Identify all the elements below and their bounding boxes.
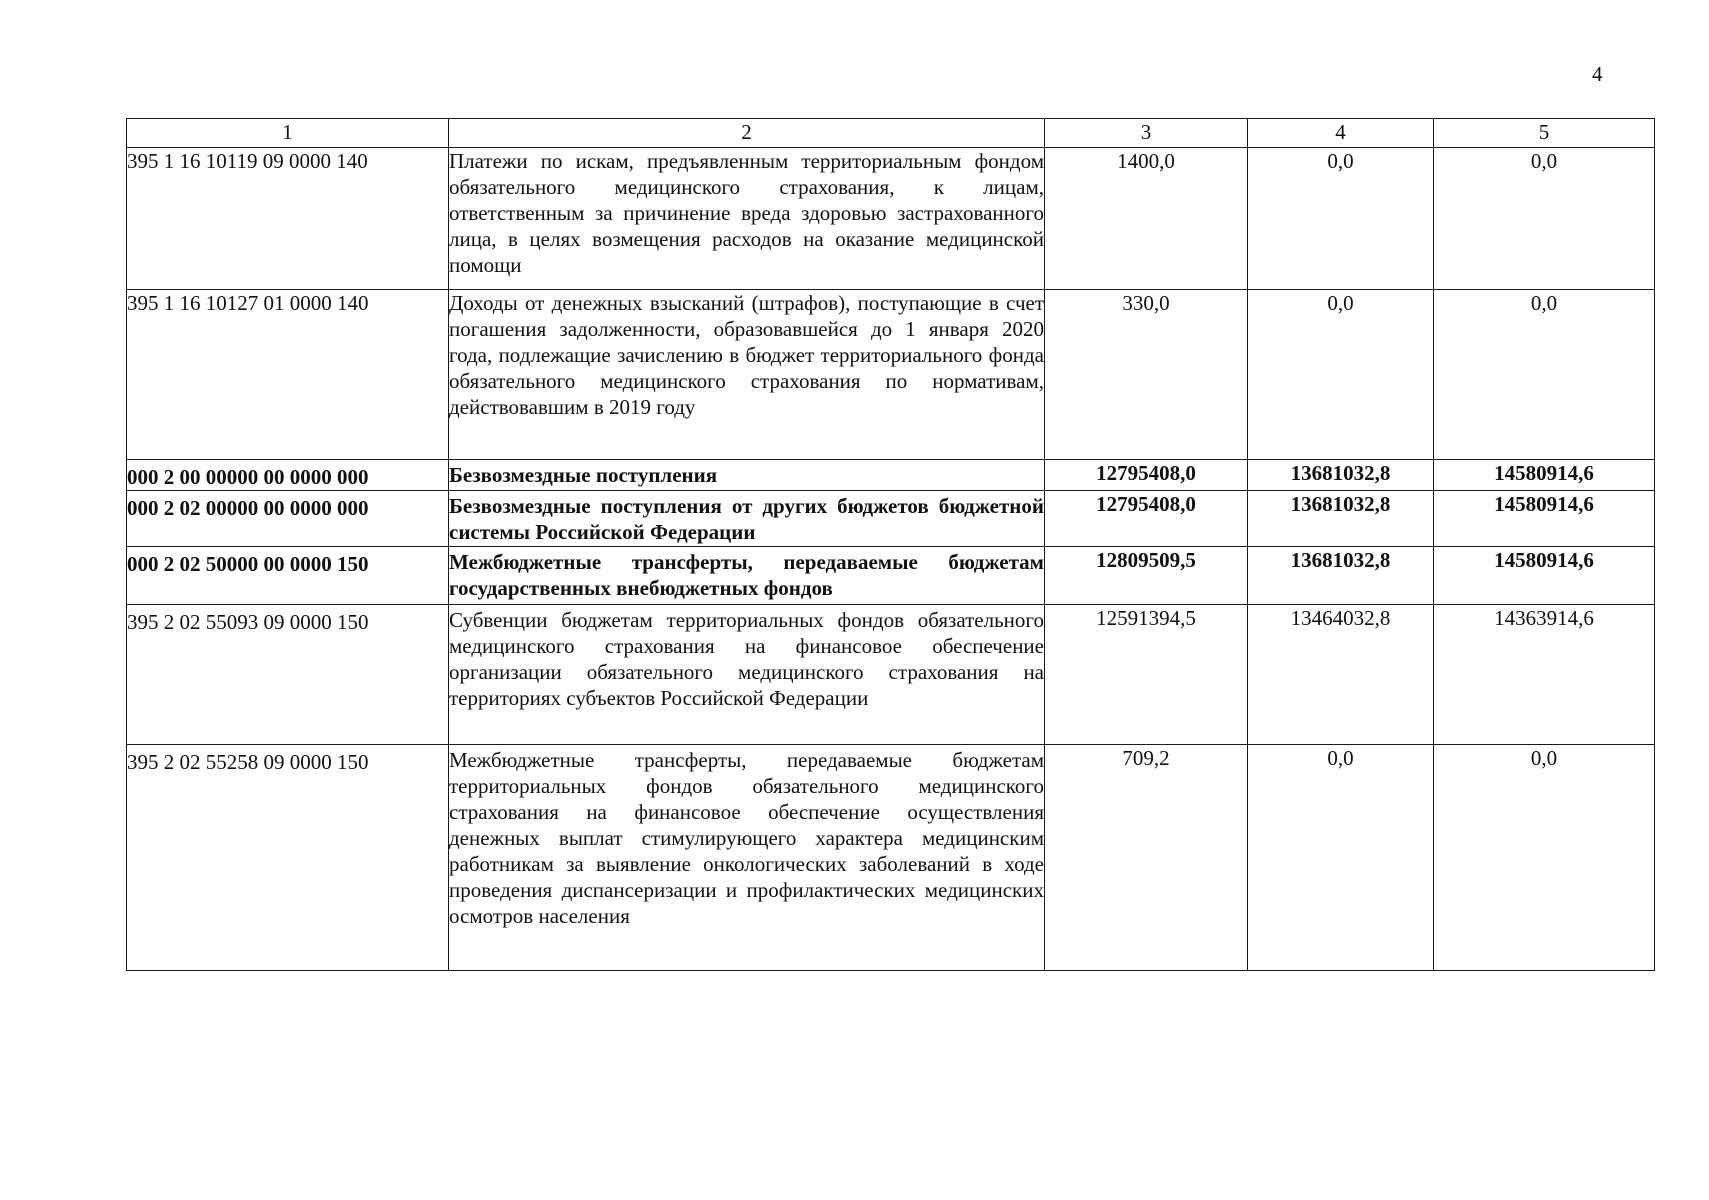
description-cell: Безвозмездные поступления [449,460,1045,491]
column-header-5: 5 [1434,119,1655,148]
value-col4-cell: 0,0 [1248,148,1434,290]
budget-code-cell: 395 1 16 10127 01 0000 140 [127,290,449,460]
budget-code-cell: 000 2 00 00000 00 0000 000 [127,460,449,491]
description-cell: Доходы от денежных взысканий (штрафов), поступающие в счет погашения задолженности, образовавшейся до 1 января 2020 года, подлежащие зачислению в бюджет территориального фонда обязательного медицинского страхования по нормативам, действовавшим в 2019 году [449,290,1045,460]
value-col4-cell: 13681032,8 [1248,547,1434,605]
table-row [127,605,1655,745]
value-col4-cell: 13681032,8 [1248,460,1434,491]
header-row [127,119,1655,148]
column-header-3: 3 [1045,119,1248,148]
value-col5-cell: 14580914,6 [1434,491,1655,547]
budget-code-cell: 000 2 02 50000 00 0000 150 [127,547,449,605]
table-row [127,148,1655,290]
table-row [127,290,1655,460]
description-cell: Безвозмездные поступления от других бюджетов бюджетной системы Российской Федерации [449,491,1045,547]
value-col5-cell: 14580914,6 [1434,547,1655,605]
value-col3-cell: 12809509,5 [1045,547,1248,605]
value-col5-cell: 0,0 [1434,745,1655,971]
page-number: 4 [1592,62,1603,86]
value-col4-cell: 13681032,8 [1248,491,1434,547]
value-col3-cell: 12795408,0 [1045,491,1248,547]
value-col3-cell: 1400,0 [1045,148,1248,290]
value-col4-cell: 0,0 [1248,745,1434,971]
budget-revenue-table [126,118,1655,971]
column-header-2: 2 [449,119,1045,148]
column-header-1: 1 [127,119,449,148]
value-col3-cell: 709,2 [1045,745,1248,971]
value-col3-cell: 330,0 [1045,290,1248,460]
budget-code-cell: 395 2 02 55093 09 0000 150 [127,605,449,745]
budget-code-cell: 395 1 16 10119 09 0000 140 [127,148,449,290]
value-col5-cell: 14363914,6 [1434,605,1655,745]
table-row [127,745,1655,971]
value-col5-cell: 14580914,6 [1434,460,1655,491]
value-col5-cell: 0,0 [1434,148,1655,290]
table-row [127,460,1655,491]
value-col3-cell: 12591394,5 [1045,605,1248,745]
description-cell: Межбюджетные трансферты, передаваемые бюджетам территориальных фондов обязательного медицинского страхования на финансовое обеспечение осуществления денежных выплат стимулирующего характера медицинским работникам за выявление онкологических заболеваний в ходе проведения диспансеризации и профилактических медицинских осмотров населения [449,745,1045,971]
column-header-4: 4 [1248,119,1434,148]
table-row [127,547,1655,605]
value-col5-cell: 0,0 [1434,290,1655,460]
value-col4-cell: 13464032,8 [1248,605,1434,745]
description-cell: Межбюджетные трансферты, передаваемые бюджетам государственных внебюджетных фондов [449,547,1045,605]
budget-code-cell: 395 2 02 55258 09 0000 150 [127,745,449,971]
value-col4-cell: 0,0 [1248,290,1434,460]
table-row [127,491,1655,547]
budget-code-cell: 000 2 02 00000 00 0000 000 [127,491,449,547]
description-cell: Субвенции бюджетам территориальных фондов обязательного медицинского страхования на финансовое обеспечение организации обязательного медицинского страхования на территориях субъектов Российской Федерации [449,605,1045,745]
description-cell: Платежи по искам, предъявленным территориальным фондом обязательного медицинского страхования, к лицам, ответственным за причинение вреда здоровью застрахованного лица, в целях возмещения расходов на оказание медицинской помощи [449,148,1045,290]
value-col3-cell: 12795408,0 [1045,460,1248,491]
